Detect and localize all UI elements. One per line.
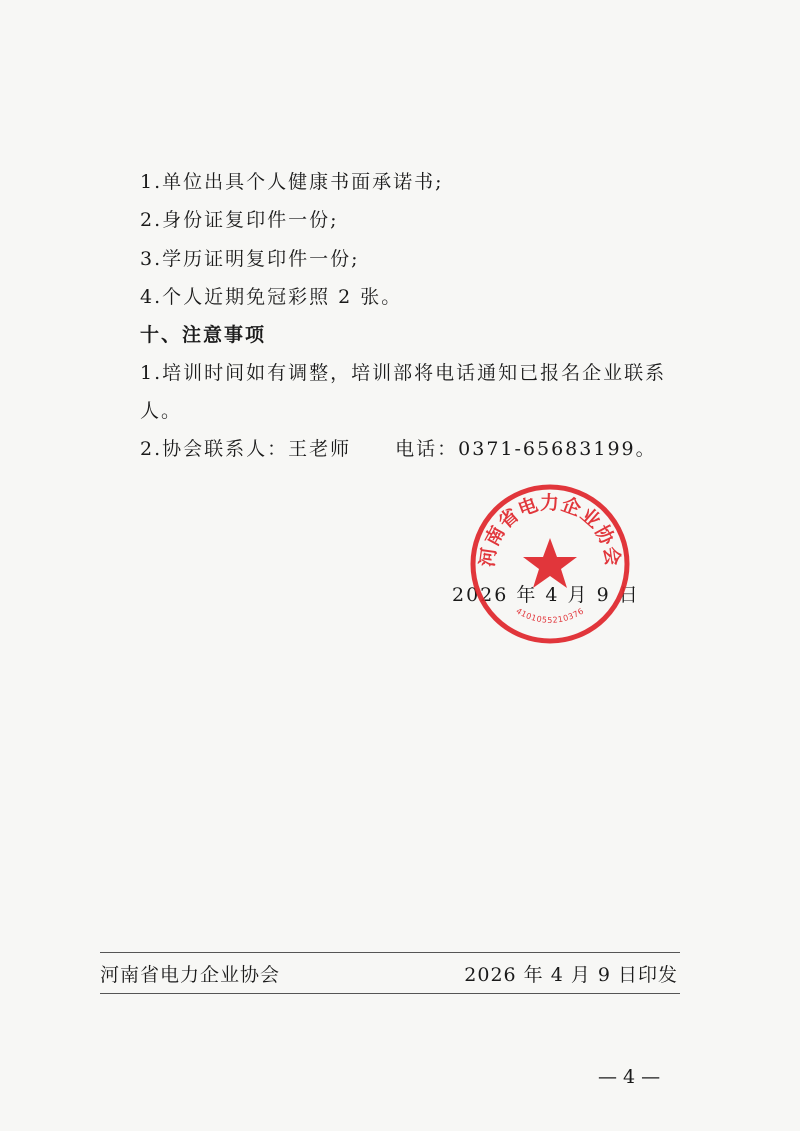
- contact-phone: 电话：0371-65683199。: [395, 438, 657, 460]
- footer-top-rule: [100, 952, 680, 953]
- contact-line: [140, 434, 657, 461]
- seal-name: 河南省电力企业协会: [476, 492, 624, 569]
- document-date: 2026 年 4 月 9 日: [452, 584, 640, 606]
- attachment-item-1: 1.单位出具个人健康书面承诺书;: [140, 171, 444, 193]
- attachment-item-4: 4.个人近期免冠彩照 2 张。: [140, 286, 403, 308]
- page-number: — 4 —: [598, 1066, 661, 1088]
- note-1-line-1: 1.培训时间如有调整，培训部将电话通知已报名企业联系: [140, 362, 667, 384]
- note-1-line-2: 人。: [140, 400, 183, 422]
- section-heading: 十、注意事项: [140, 324, 267, 346]
- attachment-item-2: 2.身份证复印件一份;: [140, 209, 339, 231]
- footer-issuer: 河南省电力企业协会: [100, 964, 281, 986]
- footer-bottom-rule: [100, 993, 680, 994]
- svg-text:4101055210376: [514, 606, 585, 624]
- contact-person: 2.协会联系人：王老师: [140, 438, 352, 460]
- footer-issue-date: 2026 年 4 月 9 日印发: [464, 964, 678, 986]
- seal-star-icon: [523, 538, 577, 588]
- official-seal: [468, 482, 632, 646]
- attachment-item-3: 3.学历证明复印件一份;: [140, 248, 360, 270]
- seal-code: 4101055210376: [514, 606, 586, 625]
